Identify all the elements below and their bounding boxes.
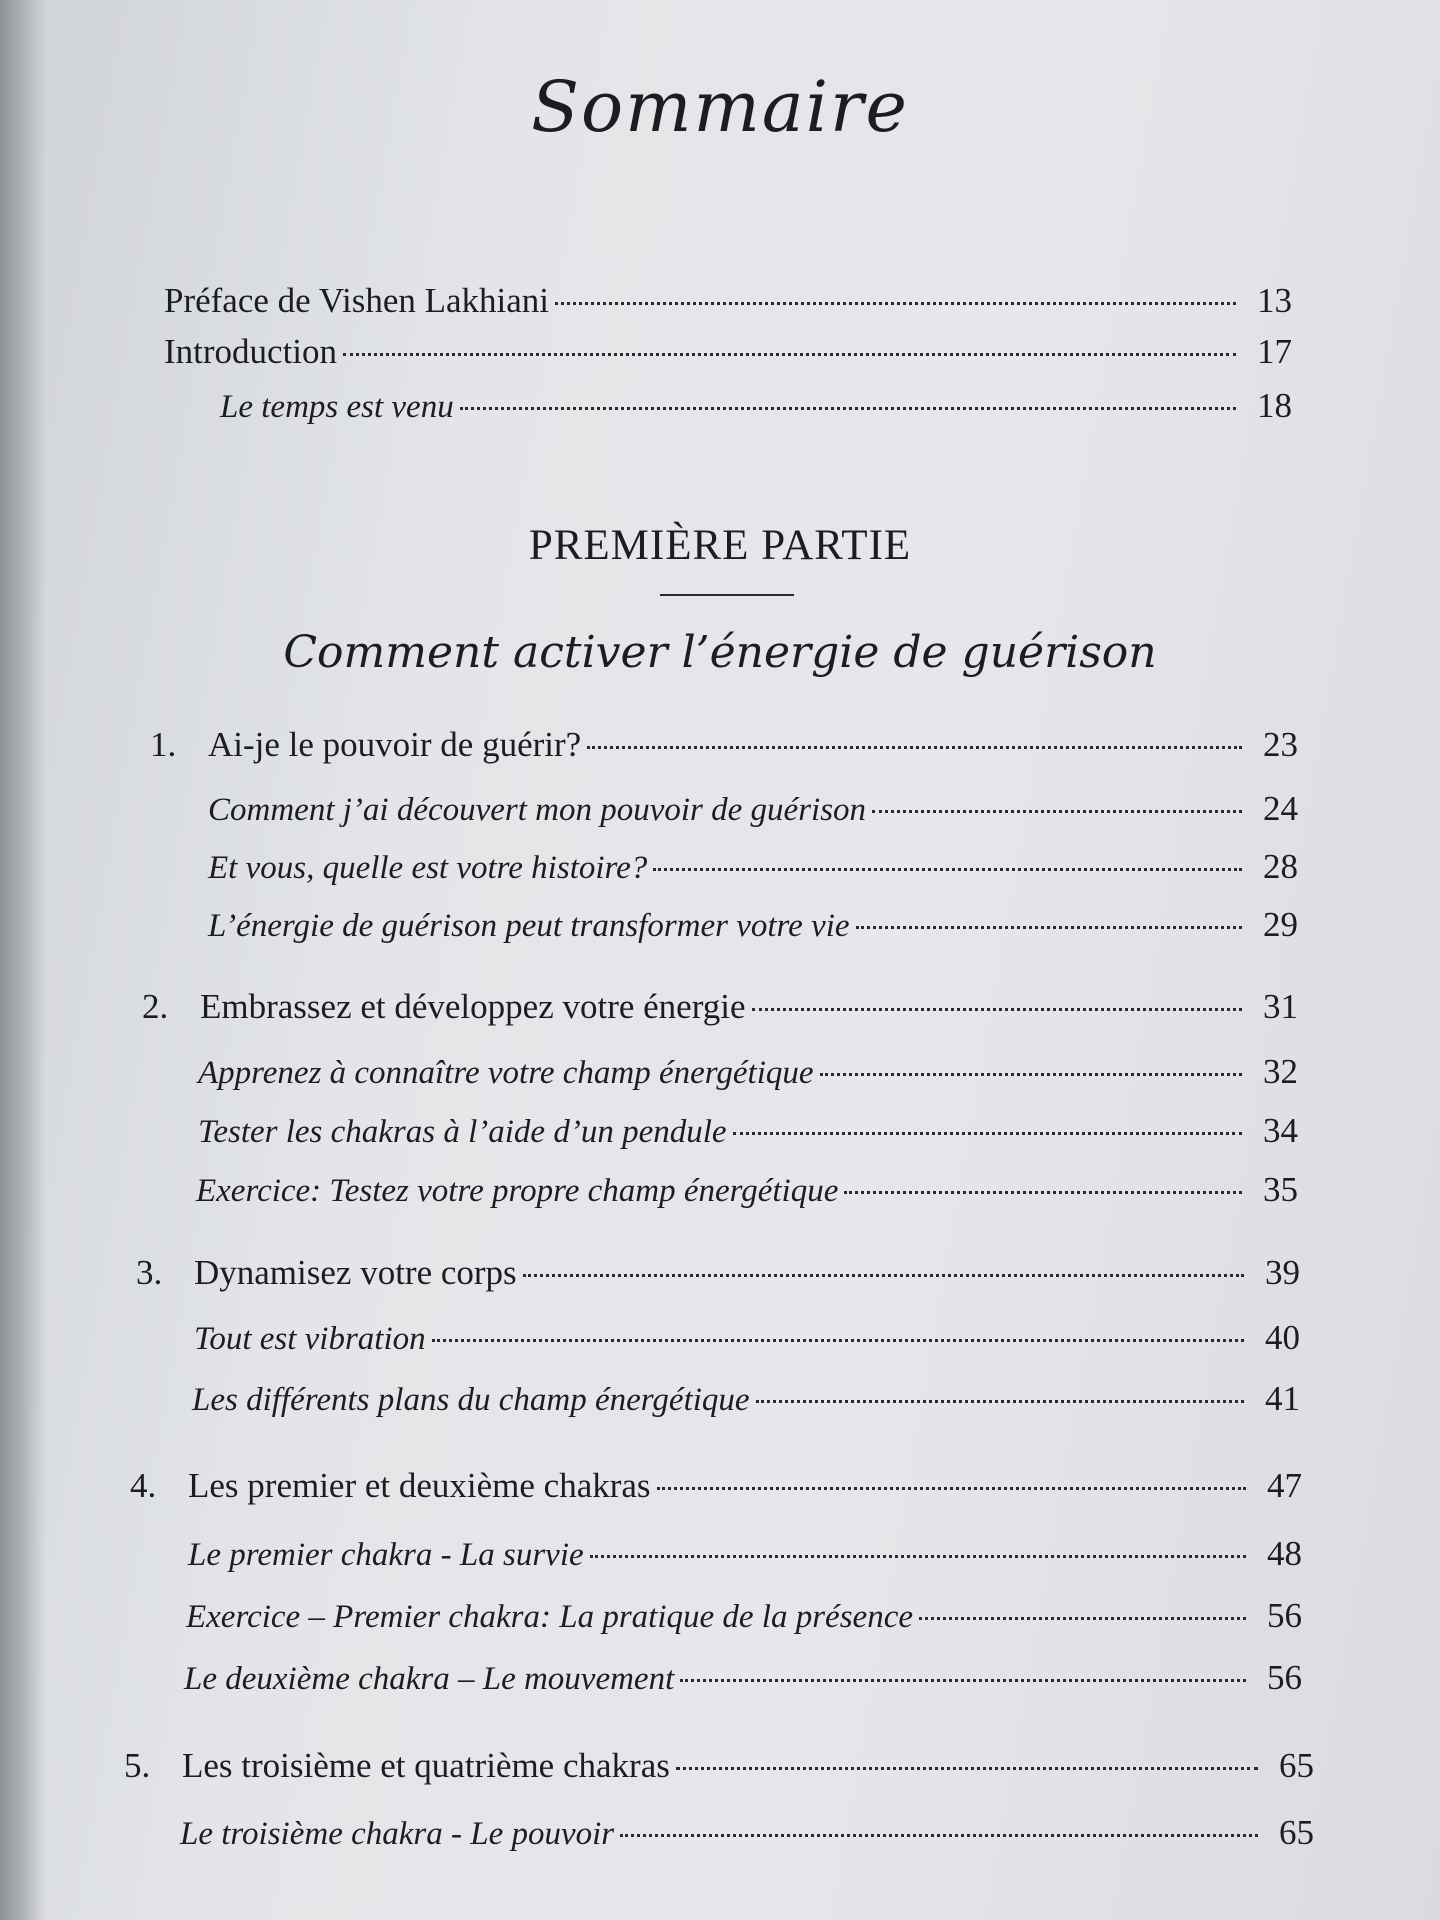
toc-section	[198, 1052, 1298, 1092]
dot-leader	[844, 1191, 1242, 1194]
toc-section	[198, 1111, 1298, 1151]
toc-page-number: 28	[1263, 847, 1298, 886]
chapter-number: 4.	[130, 1466, 157, 1505]
dot-leader	[460, 407, 1236, 410]
chapter-title: Dynamisez votre corps	[194, 1253, 517, 1292]
chapter-number: 5.	[124, 1746, 151, 1785]
toc-page-number: 17	[1257, 332, 1292, 371]
dot-leader	[856, 926, 1242, 929]
chapter-title: Ai-je le pouvoir de guérir?	[208, 725, 582, 764]
toc-page-number: 56	[1267, 1658, 1302, 1697]
toc-section-label: Le temps est venu	[220, 389, 454, 425]
toc-section	[208, 789, 1298, 829]
toc-section	[186, 1596, 1302, 1636]
toc-section-label: Le troisième chakra - Le pouvoir	[180, 1816, 615, 1852]
toc-chapter-1	[150, 725, 1298, 765]
toc-page-number: 56	[1267, 1596, 1302, 1635]
toc-section-label: Exercice – Premier chakra: La pratique de la présence	[186, 1599, 913, 1635]
toc-section	[188, 1534, 1302, 1574]
toc-entry-label: Introduction	[164, 332, 338, 371]
toc-section-label: Les différents plans du champ énergétique	[192, 1382, 750, 1418]
toc-section-label: Tout est vibration	[194, 1321, 426, 1357]
toc-page-number: 13	[1257, 281, 1292, 320]
toc-section	[184, 1658, 1302, 1698]
dot-leader	[680, 1679, 1246, 1682]
chapter-number: 1.	[150, 725, 177, 764]
toc-page-number: 65	[1279, 1746, 1314, 1785]
dot-leader	[432, 1339, 1244, 1342]
toc-section	[208, 847, 1298, 887]
toc-page-number: 32	[1263, 1052, 1298, 1091]
toc-chapter-2	[142, 987, 1298, 1027]
toc-section-label: Apprenez à connaître votre champ énergétique	[198, 1055, 814, 1091]
toc-page-number: 34	[1263, 1111, 1298, 1150]
toc-page-number: 47	[1267, 1466, 1302, 1505]
toc-page-number: 41	[1265, 1379, 1300, 1418]
dot-leader	[872, 810, 1242, 813]
toc-page-number: 40	[1265, 1318, 1300, 1357]
toc-page-number: 23	[1263, 725, 1298, 764]
part-title: Comment activer l’énergie de guérison	[283, 627, 1157, 678]
toc-page-number: 65	[1279, 1813, 1314, 1852]
toc-entry-label: Préface de Vishen Lakhiani	[164, 281, 550, 320]
toc-chapter-5	[124, 1746, 1314, 1786]
toc-chapter-3	[136, 1253, 1300, 1293]
toc-section-label: Et vous, quelle est votre histoire?	[208, 850, 648, 886]
toc-section	[192, 1379, 1300, 1419]
chapter-title: Embrassez et développez votre énergie	[200, 987, 746, 1026]
toc-section	[194, 1318, 1300, 1358]
toc-page-number: 31	[1263, 987, 1298, 1026]
dot-leader	[620, 1834, 1258, 1837]
dot-leader	[820, 1073, 1242, 1076]
toc-page-number: 24	[1263, 789, 1298, 828]
dot-leader	[653, 868, 1242, 871]
toc-entry-preface	[164, 281, 1292, 321]
dot-leader	[919, 1617, 1246, 1620]
toc-section-temps-est-venu	[220, 386, 1292, 426]
toc-section-label: Le premier chakra - La survie	[188, 1537, 584, 1573]
toc-section-label: Comment j’ai découvert mon pouvoir de guérison	[208, 792, 867, 828]
toc-page-number: 48	[1267, 1534, 1302, 1573]
page-binding-shadow	[0, 0, 46, 1920]
dot-leader	[555, 302, 1236, 305]
dot-leader	[733, 1132, 1242, 1135]
page-title: Sommaire	[531, 66, 909, 148]
toc-section-label: Tester les chakras à l’aide d’un pendule	[198, 1114, 727, 1150]
dot-leader	[657, 1487, 1246, 1490]
dot-leader	[343, 353, 1236, 356]
dot-leader	[590, 1555, 1246, 1558]
toc-chapter-4	[130, 1466, 1302, 1506]
chapter-number: 3.	[136, 1253, 163, 1292]
part-divider	[660, 594, 794, 596]
toc-section	[180, 1813, 1314, 1853]
chapter-title: Les premier et deuxième chakras	[188, 1466, 651, 1505]
dot-leader	[756, 1400, 1244, 1403]
toc-section-label: L’énergie de guérison peut transformer votre vie	[208, 908, 850, 944]
dot-leader	[587, 746, 1242, 749]
chapter-number: 2.	[142, 987, 169, 1026]
toc-page-number: 18	[1257, 386, 1292, 425]
dot-leader	[523, 1274, 1244, 1277]
chapter-title: Les troisième et quatrième chakras	[182, 1746, 670, 1785]
toc-page-number: 35	[1263, 1170, 1298, 1209]
toc-section-label: Exercice: Testez votre propre champ énergétique	[196, 1173, 839, 1209]
part-label: PREMIÈRE PARTIE	[528, 522, 912, 569]
toc-page-number: 39	[1265, 1253, 1300, 1292]
toc-section	[196, 1170, 1298, 1210]
toc-section-label: Le deuxième chakra – Le mouvement	[184, 1661, 675, 1697]
dot-leader	[676, 1767, 1258, 1770]
toc-section	[208, 905, 1298, 945]
toc-page-number: 29	[1263, 905, 1298, 944]
toc-entry-introduction	[164, 332, 1292, 372]
dot-leader	[752, 1008, 1243, 1011]
